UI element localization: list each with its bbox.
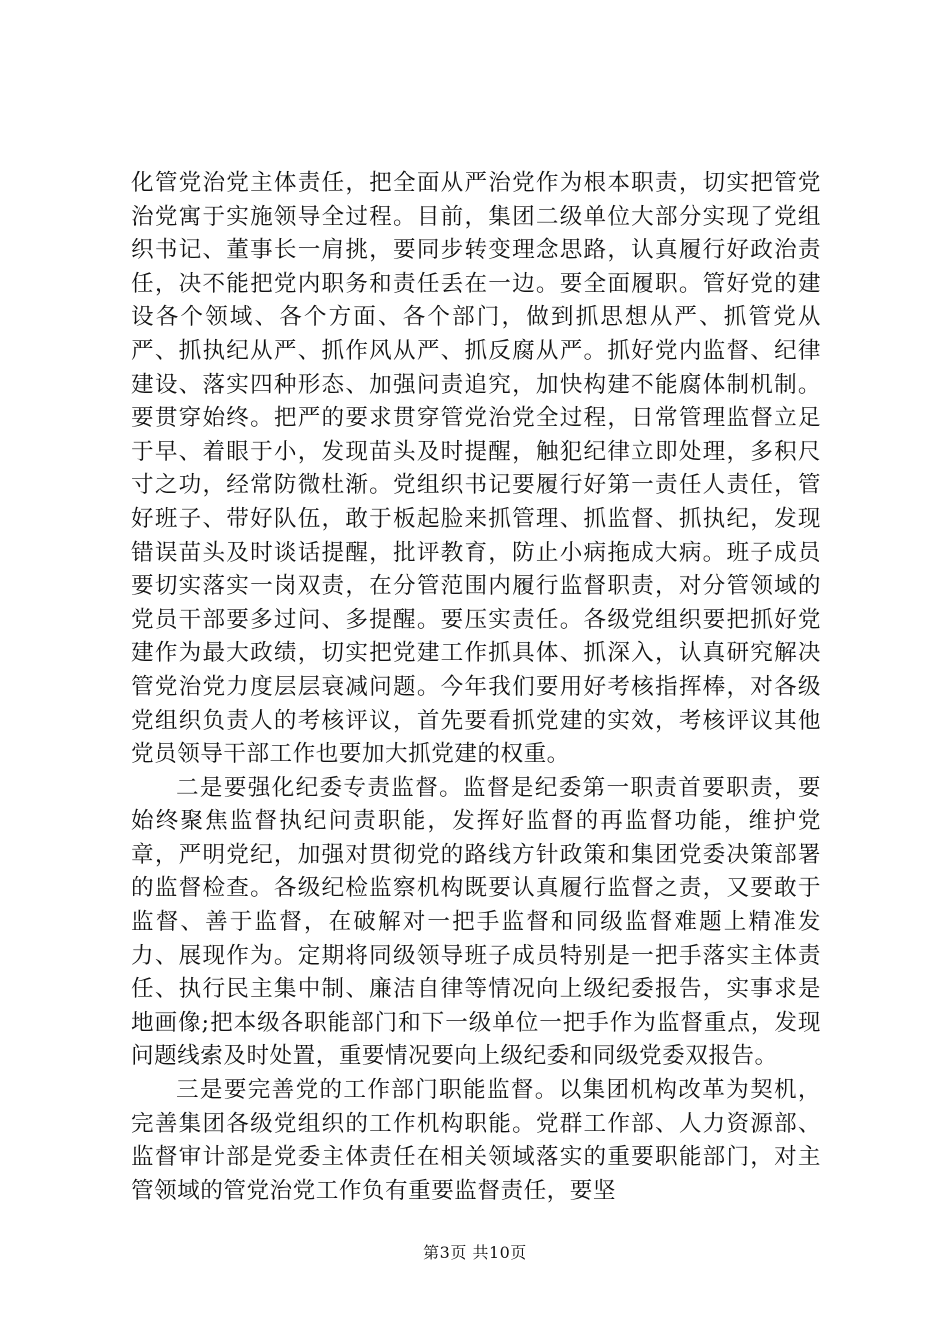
paragraph-1: 化管党治党主体责任，把全面从严治党作为根本职责，切实把管党治党寓于实施领导全过程。目前，集团二级单位大部分实现了党组织书记、董事长一肩挑，要同步转变理念思路，认真履行好政治责任，决不能把党内职务和责任丢在一边。要全面履职。管好党的建设各个领域、各个方面、各个部门，做到抓思想从严、抓管党从严、抓执纪从严、抓作风从严、抓反腐从严。抓好党内监督、纪律建设、落实四种形态、加强问责追究，加快构建不能腐体制机制。要贯穿始终。把严的要求贯穿管党治党全过程，日常管理监督立足于早、着眼于小，发现苗头及时提醒，触犯纪律立即处理，多积尺寸之功，经常防微杜渐。党组织书记要履行好第一责任人责任，管好班子、带好队伍，敢于板起脸来抓管理、抓监督、抓执纪，发现错误苗头及时谈话提醒，批评教育，防止小病拖成大病。班子成员要切实落实一岗双责，在分管范围内履行监督职责，对分管领域的党员干部要多过问、多提醒。要压实责任。各级党组织要把抓好党建作为最大政绩，切实把党建工作抓具体、抓深入，认真研究解决管党治党力度层层衰减问题。今年我们要用好考核指挥棒，对各级党组织负责人的考核评议，首先要看抓党建的实效，考核评议其他党员领导干部工作也要加大抓党建的权重。: [131, 170, 821, 768]
document-body: [131, 167, 821, 1208]
paragraph-3: 三是要完善党的工作部门职能监督。以集团机构改革为契机，完善集团各级党组织的工作机构职能。党群工作部、人力资源部、监督审计部是党委主体责任在相关领域落实的重要职能部门，对主管领域的管党治党工作负有重要监督责任，要坚: [131, 1077, 821, 1204]
paragraph-2: 二是要强化纪委专责监督。监督是纪委第一职责首要职责，要始终聚焦监督执纪问责职能，发挥好监督的再监督功能，维护党章，严明党纪，加强对贯彻党的路线方针政策和集团党委决策部署的监督检查。各级纪检监察机构既要认真履行监督之责，又要敢于监督、善于监督，在破解对一把手监督和同级监督难题上精准发力、展现作为。定期将同级领导班子成员特别是一把手落实主体责任、执行民主集中制、廉洁自律等情况向上级纪委报告，实事求是地画像;把本级各职能部门和下一级单位一把手作为监督重点，发现问题线索及时处置，重要情况要向上级纪委和同级党委双报告。: [131, 774, 821, 1070]
page-number-footer: 第3页 共10页: [423, 1243, 527, 1262]
